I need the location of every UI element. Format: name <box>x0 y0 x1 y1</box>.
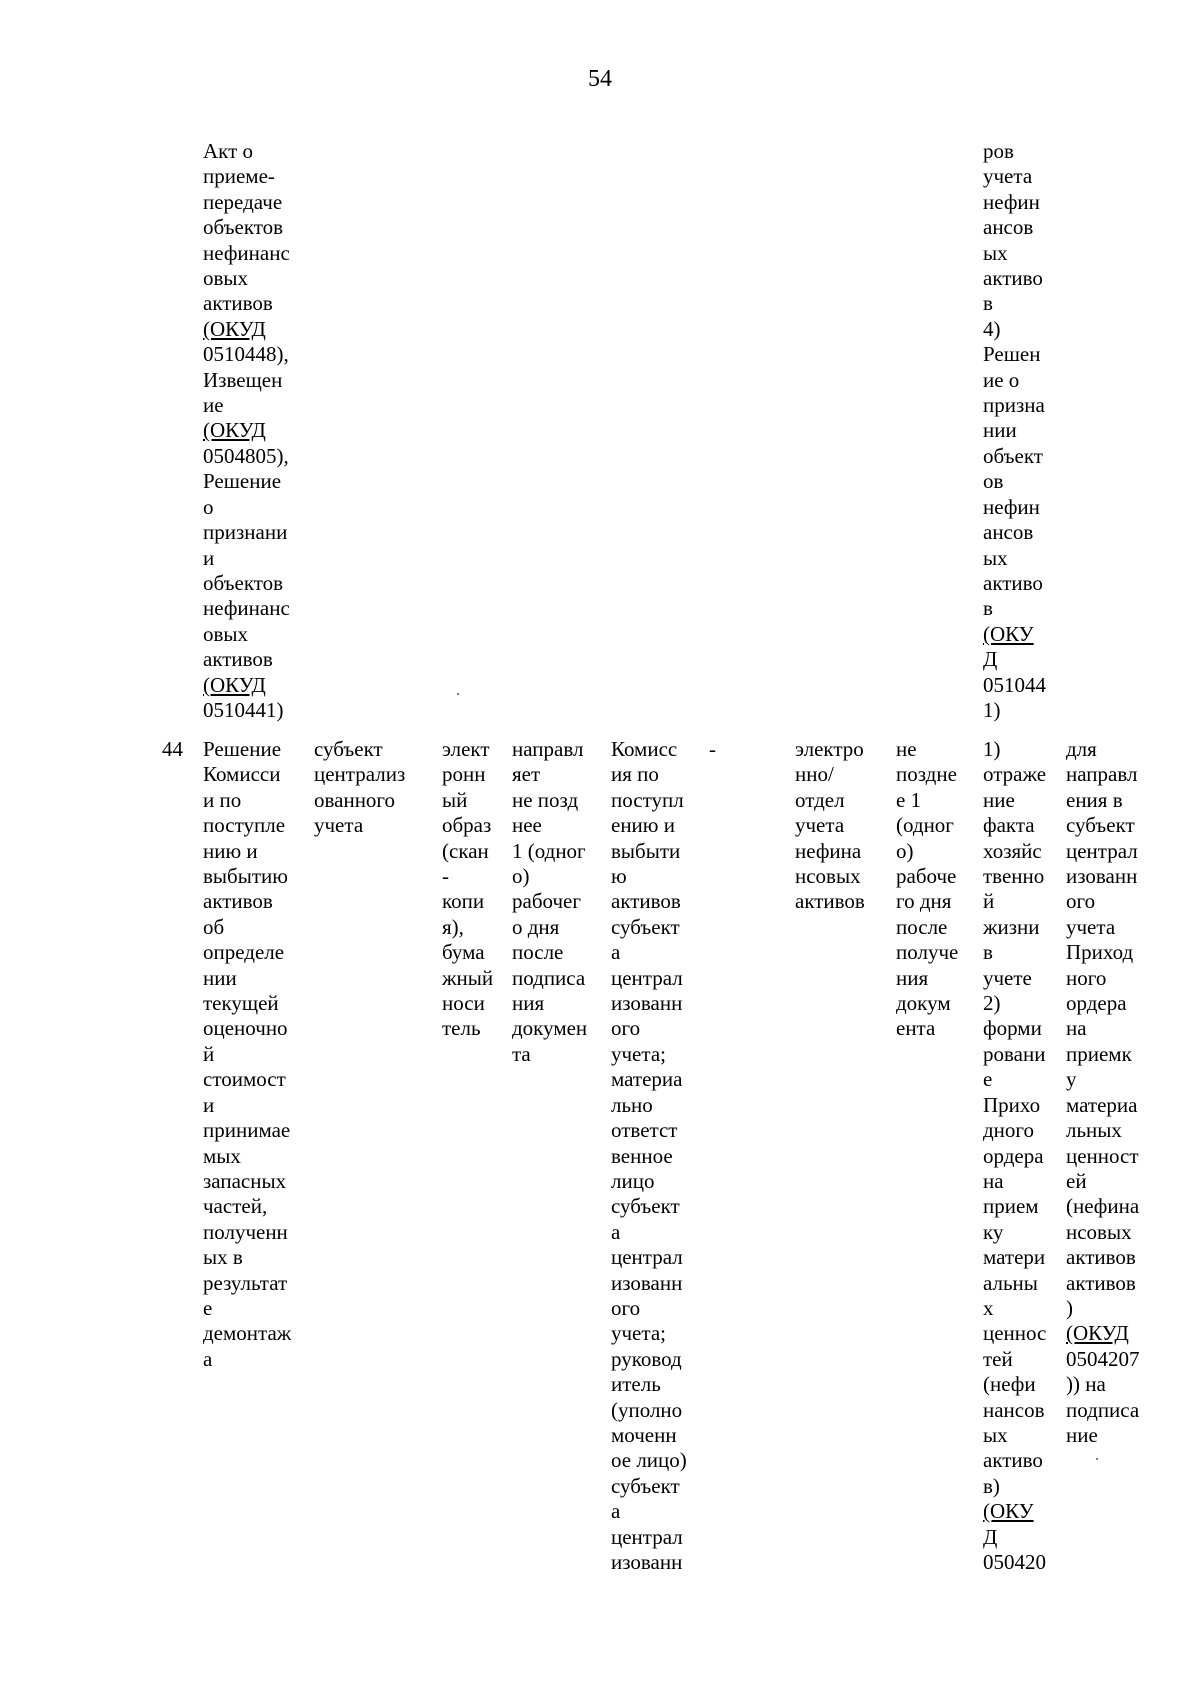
deadline-cell: не поздне е 1 (одног о) рабоче го дня после получе ния докум ента <box>896 737 959 1041</box>
page-number: 54 <box>588 66 612 92</box>
dash-cell: - <box>709 737 716 761</box>
recipient-cell: электро нно/ отдел учета нефина нсовых активов <box>795 737 865 914</box>
result-cell: 1) отраже ние факта хозяйс твенно й жизни в учете 2) форми ровани е Прихо дного ордера на прием ку матери альны х ценнос тей (нефи нансов ых активо в) (ОКУ Д 050420 <box>983 737 1047 1574</box>
scan-speck <box>457 693 459 695</box>
signers-cell: Комисс ия по поступл ению и выбыти ю активов субъект а централ изованн ого учета; материа льно ответст венное лицо субъект а централ изованн ого учета; руковод итель (уполно моченн ое лицо) субъект а централ изованн <box>611 737 687 1574</box>
creator-cell: субъект централиз ованного учета <box>314 737 406 838</box>
purpose-cell: для направл ения в субъект централ изованн ого учета Приход ного ордера на приемк у материа льных ценност ей (нефина нсовых активов активов ) (ОКУД 0504207 )) на подписа ние <box>1066 737 1140 1447</box>
row-number: 44 <box>162 737 183 761</box>
timing-cell: направл яет не позд нее 1 (одног о) рабочег о дня после подписа ния докумен та <box>512 737 588 1066</box>
form-cell: элект ронн ый образ (скан - копи я), бума жный носи тель <box>442 737 494 1041</box>
document-name-cell: Решение Комисси и по поступле нию и выбытию активов об определе нии текущей оценочно й стоимост и принимае мых запасных частей, полученн ых в результат е демонтаж а <box>203 737 292 1371</box>
scan-speck <box>1096 1458 1098 1460</box>
continuation-document-cell: Акт о приеме- передаче объектов нефинанс овых активов (ОКУД 0510448), Извещен ие (ОКУД 0504805), Решение о признани и объектов нефинанс овых активов (ОКУД 0510441) <box>203 139 290 722</box>
continuation-result-cell: ров учета нефин ансов ых активо в 4) Решен ие о призна нии объект ов нефин ансов ых активо в (ОКУ Д 051044 1) <box>983 139 1046 722</box>
